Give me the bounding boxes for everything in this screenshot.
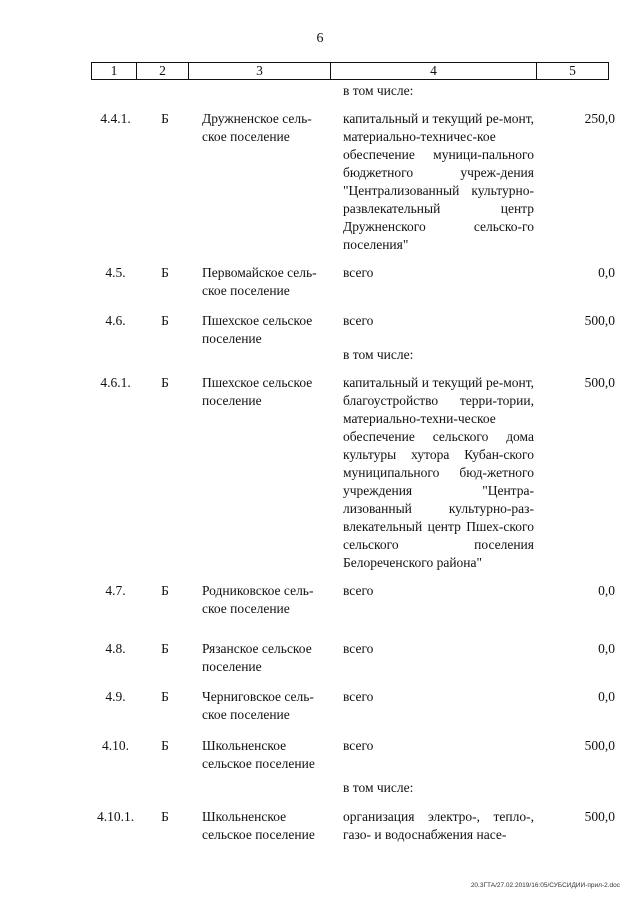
- document-footer: 20.3ГТА/27.02.2019/16:05/СУБСИДИИ-прил-2.doc: [470, 882, 620, 889]
- row-amount: 0,0: [598, 689, 615, 704]
- row-name: Черниговское сель-ское поселение: [202, 689, 314, 722]
- row-name: Пшехское сельское поселение: [202, 375, 313, 408]
- row-number: 4.6.1.: [100, 375, 131, 390]
- row-description: всего: [343, 641, 374, 656]
- row-amount: 500,0: [584, 738, 615, 753]
- subheader-text: в том числе:: [343, 83, 414, 98]
- row-name: Дружненское сель-ское поселение: [202, 111, 312, 144]
- row-number: 4.4.1.: [100, 111, 131, 126]
- row-code: Б: [161, 375, 169, 390]
- row-name: Школьненское сельское поселение: [202, 809, 315, 842]
- row-description: капитальный и текущий ре-монт, благоустройство терри-тории, материально-техни-ческое обеспечение сельского дома культуры хутора Кубан-ского муниципального бюд-жетного учреждения "Центра-лизованный культурно-раз-влекательный центр Пшех-ского сельского поселения Белореченского района": [343, 375, 534, 570]
- row-code: Б: [161, 809, 169, 824]
- row-amount: 0,0: [598, 583, 615, 598]
- row-code: Б: [161, 313, 169, 328]
- row-amount: 500,0: [584, 375, 615, 390]
- row-name: Первомайское сель-ское поселение: [202, 265, 317, 298]
- header-cell-1: 1: [92, 63, 137, 79]
- header-cell-3: 3: [189, 63, 331, 79]
- row-code: Б: [161, 583, 169, 598]
- row-description: всего: [343, 738, 374, 753]
- row-amount: 250,0: [584, 111, 615, 126]
- row-description: всего: [343, 313, 374, 328]
- row-name: Рязанское сельское поселение: [202, 641, 312, 674]
- row-number: 4.10.: [102, 738, 129, 753]
- subheader-text: в том числе:: [343, 347, 414, 362]
- row-amount: 500,0: [584, 809, 615, 824]
- page-number: 6: [316, 31, 324, 46]
- row-amount: 0,0: [598, 265, 615, 280]
- row-code: Б: [161, 265, 169, 280]
- row-amount: 0,0: [598, 641, 615, 656]
- row-number: 4.7.: [105, 583, 126, 598]
- header-cell-4: 4: [331, 63, 537, 79]
- header-cell-5: 5: [569, 63, 576, 78]
- row-number: 4.6.: [105, 313, 126, 328]
- row-name: Пшехское сельское поселение: [202, 313, 313, 346]
- row-code: Б: [161, 738, 169, 753]
- subheader-text: в том числе:: [343, 780, 414, 795]
- row-number: 4.10.1.: [96, 809, 135, 824]
- row-code: Б: [161, 641, 169, 656]
- row-description: всего: [343, 265, 374, 280]
- row-number: 4.8.: [105, 641, 126, 656]
- table-header-row: [91, 62, 609, 80]
- row-name: Школьненское сельское поселение: [202, 738, 315, 771]
- row-code: Б: [161, 111, 169, 126]
- row-code: Б: [161, 689, 169, 704]
- row-name: Родниковское сель-ское поселение: [202, 583, 314, 616]
- row-description: всего: [343, 689, 374, 704]
- row-description: всего: [343, 583, 374, 598]
- row-amount: 500,0: [584, 313, 615, 328]
- row-description: организация электро-, тепло-, газо- и водоснабжения насе-: [343, 809, 534, 842]
- row-number: 4.9.: [105, 689, 126, 704]
- row-number: 4.5.: [105, 265, 126, 280]
- row-description: капитальный и текущий ре-монт, материально-техничес-кое обеспечение муници-пального бюджетного учреж-дения "Централизованный культурно-развлекательный центр Дружненского сельско-го поселения": [343, 111, 534, 252]
- header-cell-2: 2: [137, 63, 189, 79]
